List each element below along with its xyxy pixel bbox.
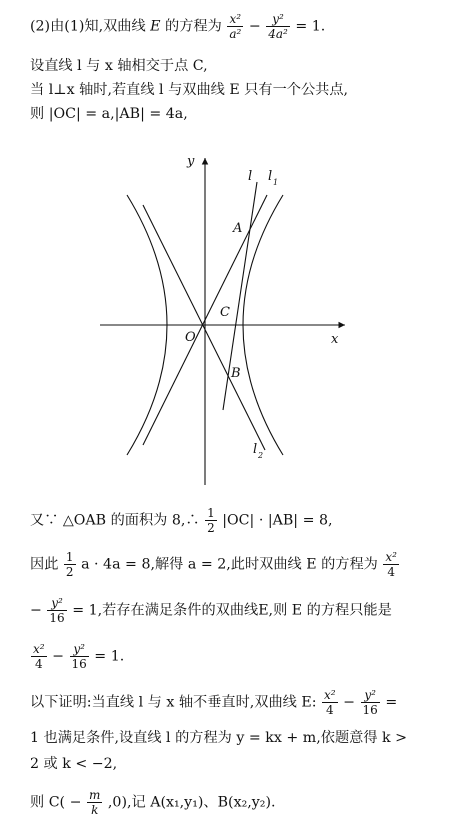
num: y² [266, 12, 290, 27]
num: y² [47, 596, 66, 611]
num: x² [385, 550, 397, 564]
text: |OC| · |AB| = 8, [222, 512, 333, 529]
label-A: A [233, 221, 243, 236]
line-4: 则 |OC| = a,|AB| = 4a, [30, 106, 188, 122]
line-3: 当 l⊥x 轴时,若直线 l 与双曲线 E 只有一个公共点, [30, 82, 349, 98]
frac-y2-16 [361, 688, 380, 717]
num: 1 [207, 506, 215, 520]
frac-1-2 [205, 506, 217, 535]
minus: − [248, 18, 261, 35]
line-12 [30, 788, 276, 817]
num: x² [227, 12, 243, 27]
frac-m-k [87, 788, 102, 817]
text: = [385, 694, 398, 711]
var-E: E [150, 18, 161, 35]
minus: − [69, 794, 82, 811]
text: − [30, 602, 42, 619]
line-2: 设直线 l 与 x 轴相交于点 C, [30, 58, 208, 74]
text: (2)由(1)知,双曲线 [30, 18, 146, 35]
text: 的方程为 [165, 18, 222, 35]
num: 1 [65, 550, 74, 564]
asymptote-l2 [143, 205, 265, 450]
hyperbola-figure [95, 150, 355, 490]
label-l2-sub: 2 [258, 451, 264, 460]
label-C: C [220, 305, 230, 320]
den: 4 [34, 657, 43, 671]
den: 4a² [268, 27, 288, 41]
label-l1: l [268, 169, 273, 184]
line-11: 2 或 k < −2, [30, 756, 118, 772]
frac-x2-4 [31, 642, 47, 671]
text: 因此 [30, 556, 59, 573]
line-9 [30, 688, 397, 717]
text: 又∵ △OAB 的面积为 8,∴ [30, 512, 200, 529]
den: 16 [362, 703, 378, 717]
line-10: 1 也满足条件,设直线 l 的方程为 y = kx + m,依题意得 k > [30, 730, 408, 746]
frac-y2-4a2 [266, 12, 290, 41]
text: a · 4a = 8,解得 a = 2,此时双曲线 E 的方程为 [81, 556, 378, 573]
den: 4 [326, 703, 334, 717]
den: 2 [207, 521, 215, 535]
line-8 [30, 642, 124, 671]
label-l2: l [253, 442, 258, 457]
label-B: B [231, 366, 241, 381]
den: 2 [65, 565, 74, 579]
line-5 [30, 506, 333, 535]
text: = 1. [295, 18, 326, 35]
num: x² [324, 688, 336, 702]
line-1 [30, 12, 325, 41]
text: ,0),记 A(x₁,y₁)、B(x₂,y₂). [107, 794, 276, 811]
text: 则 C( [30, 794, 66, 811]
label-l1-sub: 1 [273, 178, 279, 187]
text: = 1. [94, 648, 125, 665]
minus: − [343, 694, 356, 711]
den: 16 [49, 611, 65, 625]
num: y² [361, 688, 380, 703]
label-x: x [331, 332, 339, 347]
frac-1-2 [64, 550, 76, 579]
den: 4 [387, 565, 395, 579]
frac-x2-4 [322, 688, 338, 717]
label-y: y [187, 154, 195, 169]
den: k [91, 803, 99, 817]
den: a² [229, 27, 242, 41]
text: = 1,若存在满足条件的双曲线E,则 E 的方程只能是 [72, 602, 392, 619]
label-O: O [185, 330, 196, 345]
minus: − [52, 648, 64, 665]
line-7 [30, 596, 392, 625]
num: x² [33, 642, 45, 656]
text: 以下证明:当直线 l 与 x 轴不垂直时,双曲线 E: [30, 694, 317, 711]
den: 16 [71, 657, 87, 671]
frac-x2-a2 [227, 12, 243, 41]
frac-y2-16 [47, 596, 66, 625]
line-6 [30, 550, 400, 579]
frac-y2-16 [70, 642, 89, 671]
num: y² [70, 642, 89, 657]
num: m [89, 788, 101, 802]
label-l: l [248, 169, 253, 184]
frac-x2-4 [383, 550, 399, 579]
